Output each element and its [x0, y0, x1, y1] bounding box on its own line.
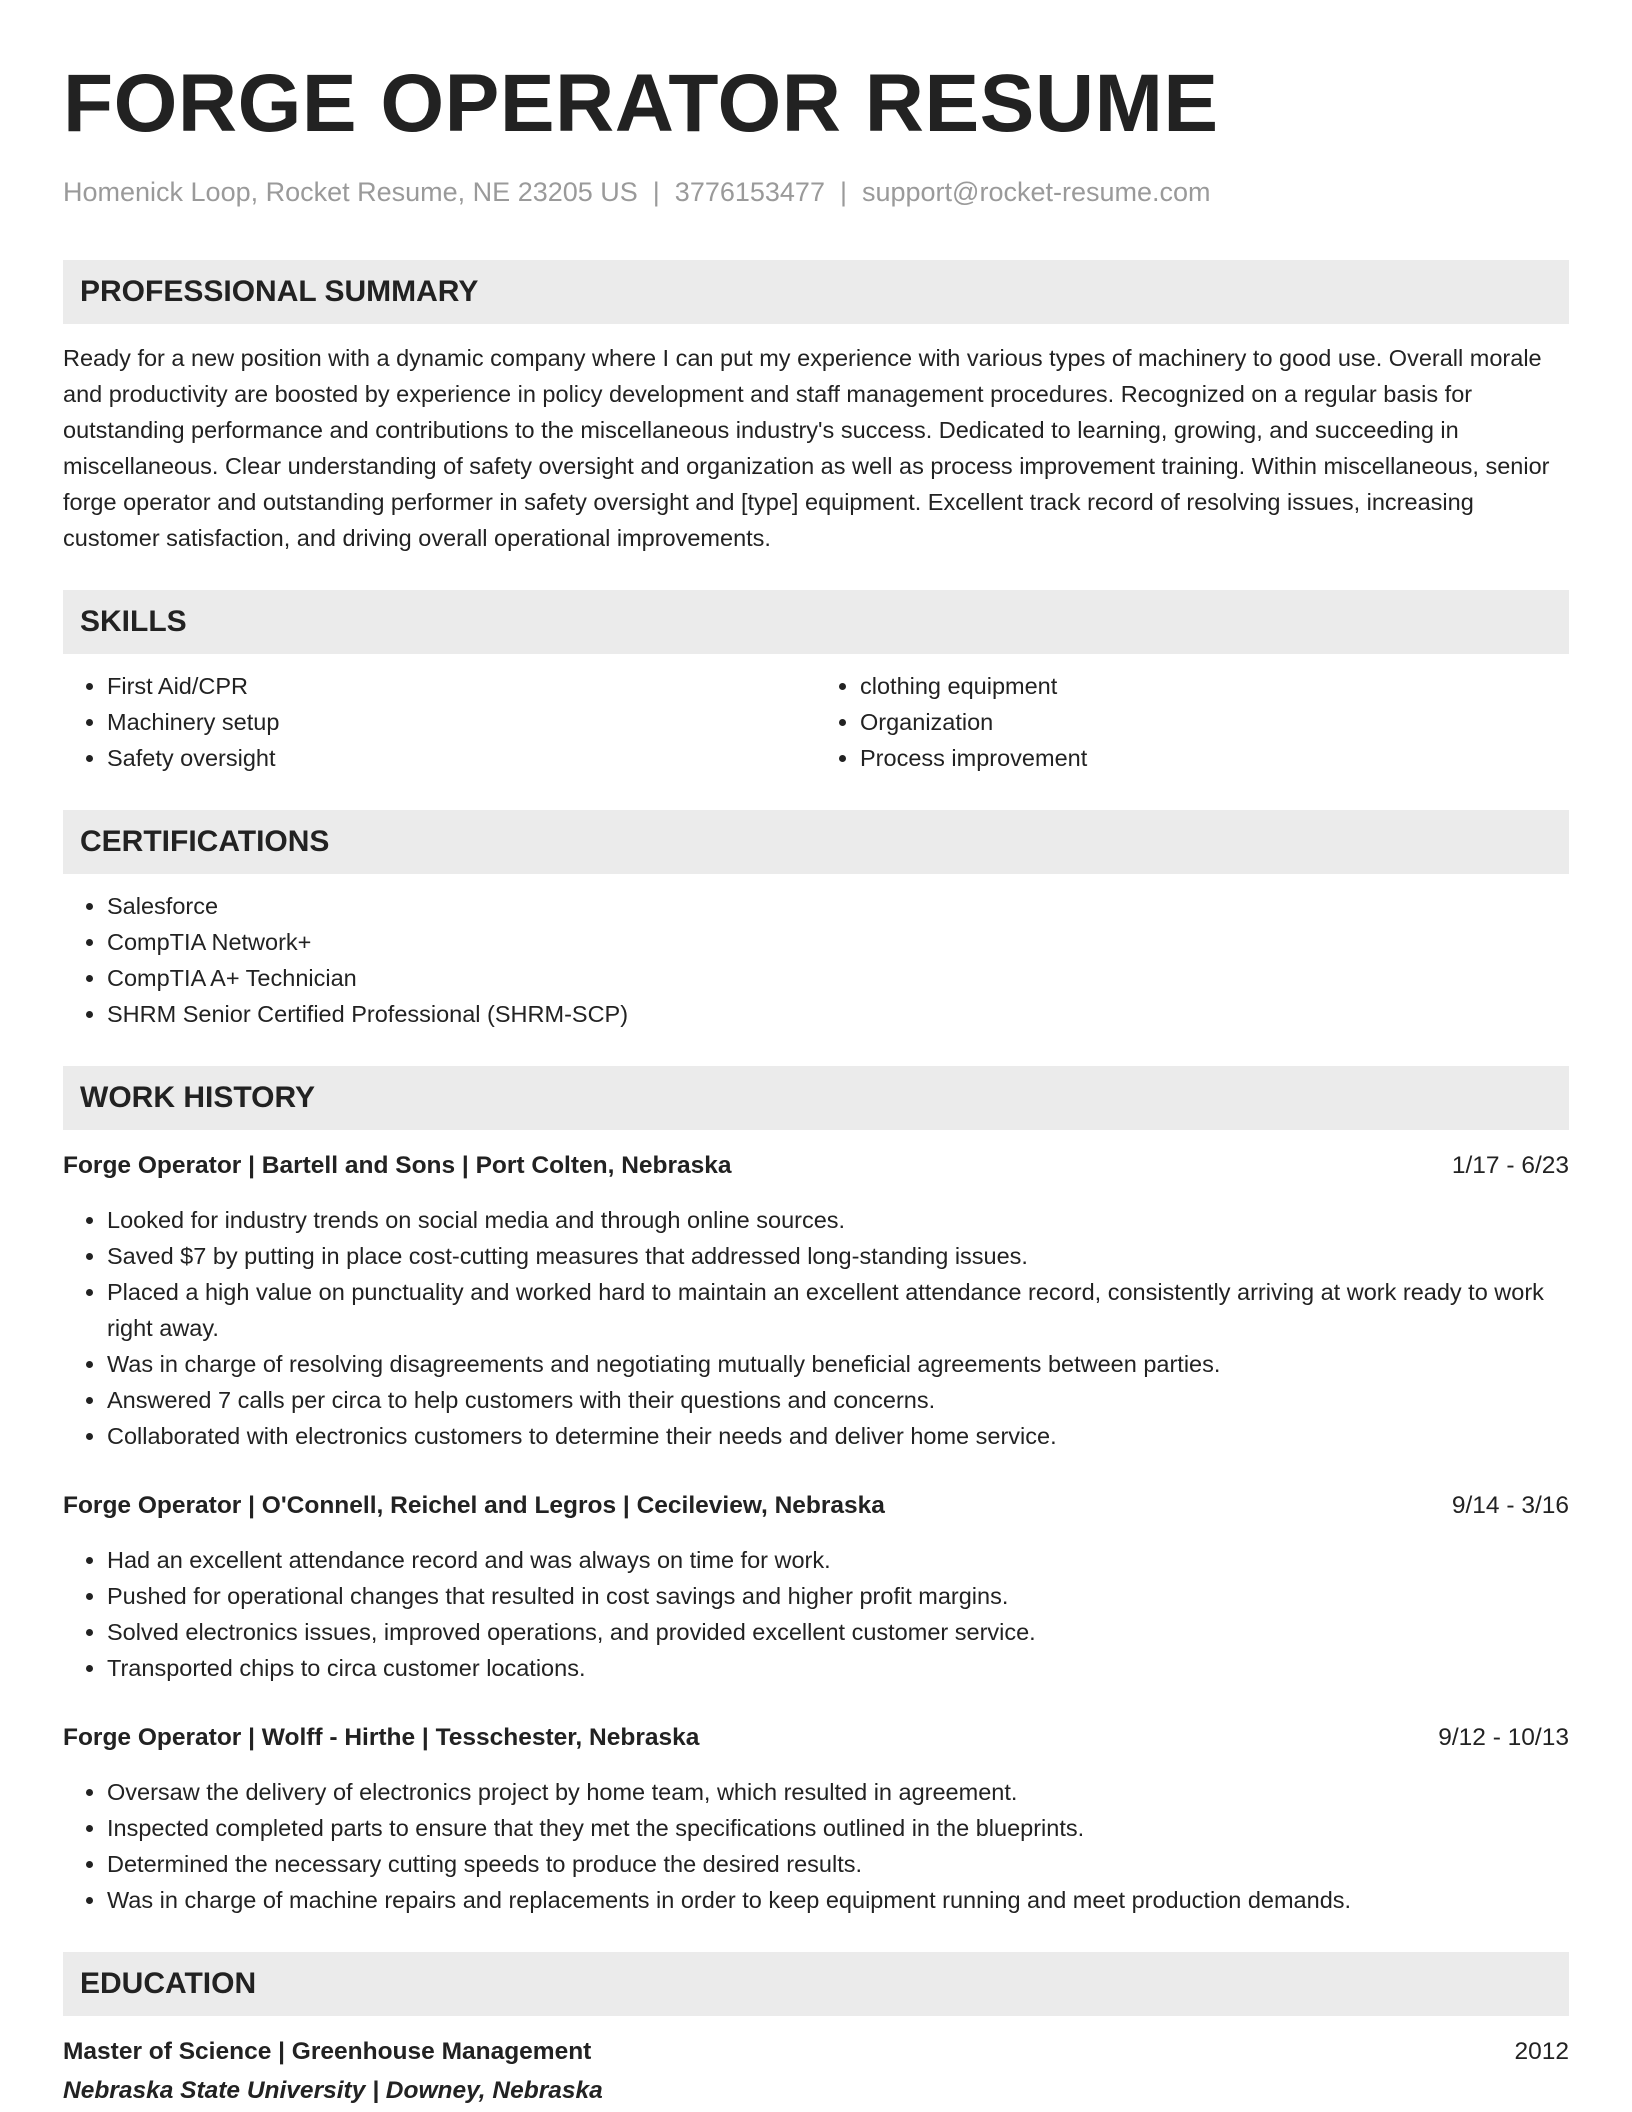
job-bullet: • Answered 7 calls per circa to help customers with their questions and concerns. [107, 1382, 1569, 1418]
skills-column-left [63, 668, 816, 776]
job-bullet: • Was in charge of resolving disagreements and negotiating mutually beneficial agreements between parties. [107, 1346, 1569, 1382]
section-heading-certifications: CERTIFICATIONS [63, 810, 1569, 874]
skills-column-right [816, 668, 1569, 776]
education-degree: Master of Science | Greenhouse Management [63, 2038, 592, 2065]
skill-item: • clothing equipment [860, 668, 1569, 704]
job-bullets [63, 1542, 1569, 1686]
education-header [63, 2034, 1569, 2070]
section-heading-summary: PROFESSIONAL SUMMARY [63, 260, 1569, 324]
contact-separator: | [839, 177, 847, 207]
job-bullet: • Looked for industry trends on social media and through online sources. [107, 1202, 1569, 1238]
job-dates: 9/12 - 10/13 [1438, 1724, 1569, 1751]
contact-address: Homenick Loop, Rocket Resume, NE 23205 US [63, 177, 638, 207]
contact-phone: 3776153477 [674, 177, 825, 207]
skill-item: • Organization [860, 704, 1569, 740]
education-year: 2012 [1514, 2038, 1569, 2065]
certification-item: • CompTIA Network+ [107, 924, 1569, 960]
certification-item: • Salesforce [107, 888, 1569, 924]
skill-item: • First Aid/CPR [107, 668, 816, 704]
job-bullet: • Determined the necessary cutting speeds to produce the desired results. [107, 1846, 1569, 1882]
job-bullet: • Saved $7 by putting in place cost-cutting measures that addressed long-standing issues. [107, 1238, 1569, 1274]
job-bullet: • Pushed for operational changes that resulted in cost savings and higher profit margins. [107, 1578, 1569, 1614]
skill-item: • Machinery setup [107, 704, 816, 740]
job-entry [63, 1148, 1569, 1454]
contact-line [63, 174, 1569, 210]
education-school: Nebraska State University | Downey, Nebraska [63, 2077, 603, 2104]
job-entry [63, 1488, 1569, 1686]
contact-separator: | [652, 177, 660, 207]
job-title: Forge Operator | Bartell and Sons | Port Colten, Nebraska [63, 1152, 732, 1179]
section-heading-education: EDUCATION [63, 1952, 1569, 2016]
job-header [63, 1148, 1569, 1184]
certification-item: • CompTIA A+ Technician [107, 960, 1569, 996]
summary-text: Ready for a new position with a dynamic company where I can put my experience with various types of machinery to good use. Overall morale and productivity are boosted by experience in policy development and staff management procedures. Recognized on a regular basis for outstanding performance and contributions to the miscellaneous industry's success. Dedicated to learning, growing, and succeeding in miscellaneous. Clear understanding of safety oversight and organization as well as process improvement training. Within miscellaneous, senior forge operator and outstanding performer in safety oversight and [type] equipment. Excellent track record of resolving issues, increasing customer satisfaction, and driving overall operational improvements. [63, 345, 1550, 551]
skills-list [63, 668, 1569, 776]
job-bullets [63, 1774, 1569, 1918]
job-title: Forge Operator | Wolff - Hirthe | Tesschester, Nebraska [63, 1724, 700, 1751]
job-title: Forge Operator | O'Connell, Reichel and Legros | Cecileview, Nebraska [63, 1492, 885, 1519]
job-dates: 1/17 - 6/23 [1451, 1152, 1569, 1179]
job-bullet: • Collaborated with electronics customers to determine their needs and deliver home service. [107, 1418, 1569, 1454]
job-header [63, 1488, 1569, 1524]
resume-title: FORGE OPERATOR RESUME [63, 58, 1219, 149]
job-bullet: • Placed a high value on punctuality and worked hard to maintain an excellent attendance record, consistently arriving at work ready to work right away. [107, 1274, 1569, 1346]
job-bullet: • Inspected completed parts to ensure that they met the specifications outlined in the blueprints. [107, 1810, 1569, 1846]
contact-email: support@rocket-resume.com [861, 177, 1211, 207]
job-bullet: • Had an excellent attendance record and was always on time for work. [107, 1542, 1569, 1578]
section-heading-skills: SKILLS [63, 590, 1569, 654]
certifications-list [63, 888, 1569, 1032]
job-bullets [63, 1202, 1569, 1454]
job-dates: 9/14 - 3/16 [1451, 1492, 1569, 1519]
job-entry [63, 1720, 1569, 1918]
job-bullet: • Transported chips to circa customer locations. [107, 1650, 1569, 1686]
certification-item: • SHRM Senior Certified Professional (SHRM-SCP) [107, 996, 1569, 1032]
job-header [63, 1720, 1569, 1756]
job-bullet: • Oversaw the delivery of electronics project by home team, which resulted in agreement. [107, 1774, 1569, 1810]
skill-item: • Process improvement [860, 740, 1569, 776]
job-bullet: • Solved electronics issues, improved operations, and provided excellent customer service. [107, 1614, 1569, 1650]
skill-item: • Safety oversight [107, 740, 816, 776]
job-bullet: • Was in charge of machine repairs and replacements in order to keep equipment running and meet production demands. [107, 1882, 1569, 1918]
section-heading-work-history: WORK HISTORY [63, 1066, 1569, 1130]
